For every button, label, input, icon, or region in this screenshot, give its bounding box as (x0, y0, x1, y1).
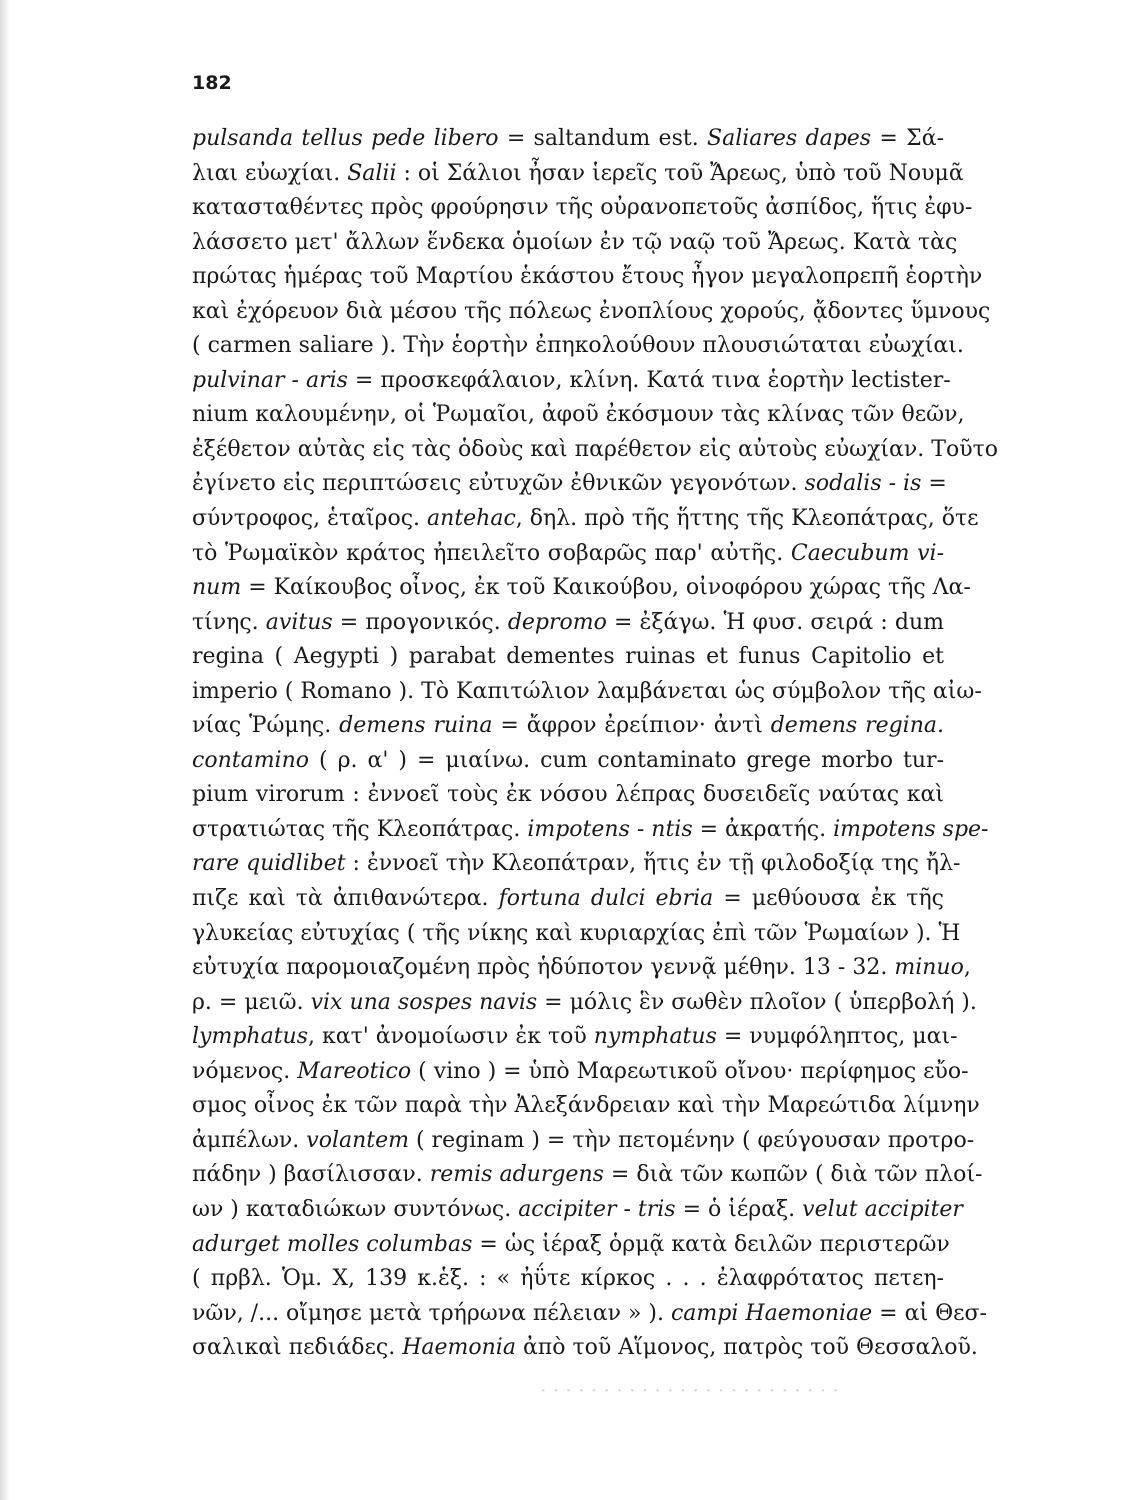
text-run: ἀπὸ τοῦ Αἵμονος, πατρὸς τοῦ Θεσσαλοῦ. (515, 1335, 978, 1361)
text-line (192, 1228, 950, 1263)
text-line (192, 467, 947, 502)
text-line (192, 744, 944, 779)
text-run: = (921, 471, 947, 497)
latin-term: minuo (894, 955, 964, 981)
text-run: = Καίκουβος οἶνος, ἐκ τοῦ Καικούβου, οἰνοφόρου χώρας τῆς Λα- (241, 575, 971, 601)
text-run: λάσσετο μετ' ἄλλων ἕνδεκα ὁμοίων ἐν τῷ ναῷ τοῦ Ἄρεως. Κατὰ τὰς (192, 229, 958, 255)
text-run: πάδην ) βασίλισσαν. (192, 1162, 430, 1188)
text-line (192, 1193, 963, 1228)
text-line (192, 606, 944, 641)
text-run: καὶ ἐχόρευον διὰ μέσου τῆς πόλεως ἐνοπλίους χορούς, ᾄδοντες ὕμνους (192, 298, 991, 324)
latin-term: nymphatus (593, 1024, 717, 1050)
text-run: , κατ' ἀνομοίωσιν ἐκ τοῦ (308, 1024, 594, 1050)
text-run: ( reginam ) = τὴν πετομένην ( φεύγουσαν προτρο- (408, 1127, 975, 1153)
text-run: ( πρβλ. Ὁμ. Χ, 139 κ.ἑξ. : « ἠΰτε κίρκος . . . ἐλαφρότατος πετεη- (192, 1266, 944, 1292)
text-run: = ὡς ἱέραξ ὁρμᾷ κατὰ δειλῶν περιστερῶν (472, 1231, 950, 1257)
text-line (192, 1262, 944, 1297)
text-run: regina ( Aegypti ) parabat dementes ruinas et funus Capitolio et (192, 644, 944, 670)
text-line (192, 986, 977, 1021)
text-run: λιαι εὐωχίαι. (192, 160, 348, 186)
text-line (192, 295, 991, 330)
text-run: = ἄφρον ἐρείπιον· ἀντὶ (492, 713, 771, 739)
text-run: ἐγίνετο εἰς περιπτώσεις εὐτυχῶν ἐθνικῶν γεγονότων. (192, 471, 805, 497)
text-line (192, 675, 982, 710)
text-line (192, 329, 964, 364)
text-line (192, 1055, 969, 1090)
text-line (192, 917, 961, 952)
latin-term: Haemonia (402, 1335, 516, 1361)
text-line (192, 364, 951, 399)
latin-term: Salii (347, 160, 397, 186)
text-run: σμος οἶνος ἐκ τῶν παρὰ τὴν Ἀλεξάνδρειαν καὶ τὴν Μαρεώτιδα λίμνην (192, 1093, 980, 1119)
text-run: = προγονικός. (332, 609, 508, 635)
text-line (192, 778, 944, 813)
latin-term: Mareotico (297, 1058, 412, 1084)
text-line (192, 1020, 958, 1055)
text-line (192, 157, 964, 192)
latin-term: accipiter - tris (518, 1196, 676, 1222)
page-edge-shadow (0, 0, 10, 1500)
text-run: κατασταθέντες πρὸς φρούρησιν τῆς οὐρανοπετοῦς ἀσπίδος, ἥτις ἐφυ- (192, 195, 973, 221)
latin-term: Saliares dapes (707, 126, 872, 151)
text-run: imperio ( Romano ). Τὸ Καπιτώλιον λαμβάνεται ὡς σύμβολον τῆς αἰω- (192, 678, 982, 704)
latin-term: lymphatus (192, 1024, 308, 1050)
text-line (192, 1331, 978, 1366)
latin-term: impotens spe- (833, 816, 989, 842)
latin-term: demens ruina (339, 713, 493, 739)
text-run: nium καλουμένην, οἱ Ῥωμαῖοι, ἀφοῦ ἐκόσμουν τὰς κλίνας τῶν θεῶν, (192, 402, 965, 428)
latin-term: num (192, 575, 242, 601)
text-line (192, 571, 971, 606)
text-run: = μόλις ἓν σωθὲν πλοῖον ( ὑπερβολή ). (537, 989, 977, 1015)
latin-term: velut accipiter (802, 1196, 963, 1222)
latin-term: Caecubum vi- (790, 540, 944, 566)
text-line (192, 433, 998, 468)
latin-term: volantem (306, 1127, 409, 1153)
text-run: , (963, 955, 971, 981)
text-line (192, 847, 961, 882)
text-run: σύντροφος, ἑταῖρος. (192, 506, 428, 532)
text-run: στρατιώτας τῆς Κλεοπάτρας. (192, 816, 528, 842)
text-run: ρ. = μειῶ. (192, 989, 311, 1015)
text-run: ( carmen saliare ). Τὴν ἑορτὴν ἐπηκολούθουν πλουσιώταται εὐωχίαι. (192, 333, 964, 359)
latin-term: adurget molles columbas (192, 1231, 473, 1257)
latin-term: antehac (427, 506, 516, 532)
text-run: = ἀκρατής. (692, 816, 834, 842)
text-run: εὐτυχία παρομοιαζομένη πρὸς ἡδύποτον γεννᾷ μέθην. 13 - 32. (192, 955, 895, 981)
text-line (192, 813, 989, 848)
text-run: γλυκείας εὐτυχίας ( τῆς νίκης καὶ κυριαρχίας ἐπὶ τῶν Ῥωμαίων ). Ἡ (192, 920, 961, 946)
text-run: σαλικαὶ πεδιάδες. (192, 1335, 403, 1361)
text-run: νῶν, /... οἴμησε μετὰ τρήρωνα πέλειαν » ). (192, 1300, 671, 1326)
latin-term: depromo (507, 609, 607, 635)
text-run: = ἐξάγω. Ἡ φυσ. σειρά : dum (606, 609, 944, 635)
text-line (192, 502, 979, 537)
text-line (192, 191, 973, 226)
text-run: ἐξέθετον αὐτὰς εἰς τὰς ὁδοὺς καὶ παρέθετον εἰς αὐτοὺς εὐωχίαν. Τοῦτο (192, 436, 998, 462)
text-line (192, 260, 983, 295)
text-run: ἀμπέλων. (192, 1127, 307, 1153)
text-line (192, 709, 944, 744)
latin-term: vix una sospes navis (310, 989, 538, 1015)
text-line (192, 951, 971, 986)
text-line (192, 122, 944, 157)
text-run: pium virorum : ἐννοεῖ τοὺς ἐκ νόσου λέπρας δυσειδεῖς ναύτας καὶ (192, 782, 944, 808)
text-line (192, 882, 944, 917)
latin-term: demens regina. (770, 713, 944, 739)
text-line (192, 398, 965, 433)
text-line (192, 1089, 980, 1124)
text-run: ων ) καταδιώκων συντόνως. (192, 1196, 519, 1222)
text-run: : ἐννοεῖ τὴν Κλεοπάτραν, ἥτις ἐν τῇ φιλοδοξίᾳ της ἤλ- (345, 851, 961, 877)
text-run: ( ρ. α' ) = μιαίνω. cum contaminato grege morbo tur- (309, 747, 944, 773)
text-line (192, 1158, 983, 1193)
text-run: ( vino ) = ὑπὸ Μαρεωτικοῦ οἴνου· περίφημος εὔο- (411, 1058, 969, 1084)
latin-term: sodalis - is (804, 471, 922, 497)
text-run: = αἱ Θεσ- (872, 1300, 987, 1326)
latin-term: pulvinar - aris (192, 367, 348, 393)
text-run: = Σά- (871, 126, 944, 151)
text-run: = μεθύουσα ἐκ τῆς (713, 886, 944, 912)
text-run: τίνης. (192, 609, 266, 635)
text-run: = διὰ τῶν κωπῶν ( διὰ τῶν πλοί- (603, 1162, 983, 1188)
latin-term: avitus (265, 609, 333, 635)
text-run: νόμενος. (192, 1058, 298, 1084)
text-line (192, 226, 958, 261)
latin-term: fortuna dulci ebria (498, 886, 714, 912)
text-run: : οἱ Σάλιοι ἦσαν ἱερεῖς τοῦ Ἄρεως, ὑπὸ τοῦ Νουμᾶ (396, 160, 964, 186)
bleed-through-text: · · · · · · · · · · · · · · · · · · · · · · · · (540, 1378, 839, 1402)
text-line (192, 1297, 987, 1332)
text-run: πιζε καὶ τὰ ἀπιθανώτερα. (192, 886, 499, 912)
text-run: = προσκεφάλαιον, κλίνη. Κατά τινα ἑορτὴν lectister- (347, 367, 951, 393)
page-number: 182 (192, 72, 232, 94)
text-run: = saltandum est. (498, 126, 707, 151)
text-line (192, 537, 944, 572)
latin-term: impotens - ntis (527, 816, 693, 842)
body-text (192, 122, 998, 1366)
text-run: , δηλ. πρὸ τῆς ἥττης τῆς Κλεοπάτρας, ὅτε (515, 506, 979, 532)
text-run: πρώτας ἡμέρας τοῦ Μαρτίου ἑκάστου ἔτους ἦγον μεγαλοπρεπῆ ἑορτὴν (192, 264, 983, 290)
latin-term: campi Haemoniae (670, 1300, 873, 1326)
text-run: τὸ Ῥωμαϊκὸν κράτος ἠπειλεῖτο σοβαρῶς παρ' αὐτῆς. (192, 540, 791, 566)
text-run: = ὁ ἱέραξ. (675, 1196, 803, 1222)
text-run: νίας Ῥώμης. (192, 713, 340, 739)
latin-term: contamino (192, 747, 310, 773)
latin-term: pulsanda tellus pede libero (192, 126, 499, 151)
text-line (192, 1124, 975, 1159)
latin-term: rare quidlibet (192, 851, 346, 877)
text-line (192, 640, 944, 675)
text-run: = νυμφόληπτος, μαι- (716, 1024, 958, 1050)
latin-term: remis adurgens (429, 1162, 604, 1188)
